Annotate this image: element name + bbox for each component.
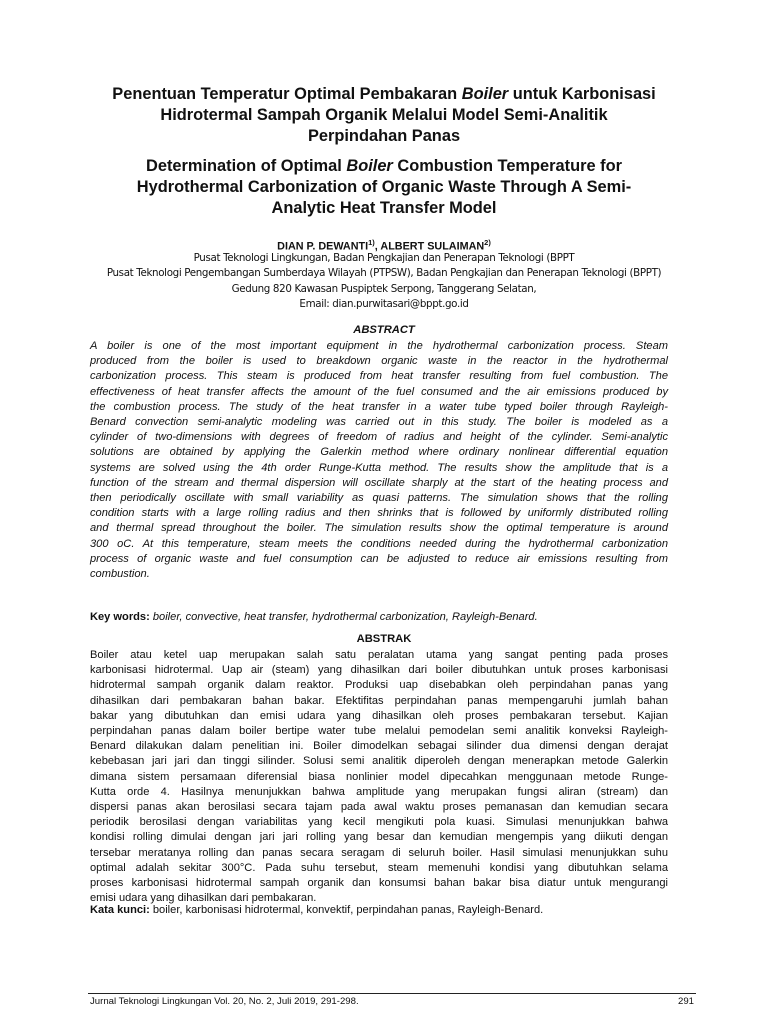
keywords-id-text: boiler, karbonisasi hidrotermal, konvektif, perpindahan panas, Rayleigh-Benard. (149, 904, 544, 916)
affiliation-address: Gedung 820 Kawasan Puspiptek Serpong, Tanggerang Selatan, (231, 282, 537, 295)
abstract-line: condition starts with a large rolling radius and then shrinks that is followed by uniformly distributed rolling (90, 507, 668, 520)
footer-divider (88, 993, 696, 994)
abstrak-line: emisi udara yang dihasilkan dari pembakaran. (90, 892, 317, 905)
abstract-line: and thermal spread throughout the boiler. The simulation results show the optimal temperature is around (90, 522, 668, 535)
abstrak-line: bakar yang dibutuhkan dan emisi udara yang dihasilkan oleh proses pembakaran tersebut. Kajian (90, 709, 668, 722)
abstrak-line: Boiler atau ketel uap merupakan salah satu peralatan utama yang sangat penting pada proses (90, 649, 668, 661)
title-id-line-2: Hidrotermal Sampah Organik Melalui Model Semi-Analitik (160, 106, 608, 124)
abstract-line: the combustion process. The study of the heat transfer in a water tube typed boiler through Rayleigh- (90, 400, 668, 413)
affiliation-1: Pusat Teknologi Lingkungan, Badan Pengkajian dan Penerapan Teknologi (BPPT (193, 252, 575, 264)
abstract-line: Benard convection semi-analytic modeling was carried out in this study. The boiler is modeled as a (90, 416, 668, 429)
abstrak-line: proses karbonisasi hidrotermal sampah organik dan konsumsi bahan bakar bisa diatur untuk mengurangi (90, 877, 668, 890)
abstrak-line: dihasilkan dari pembakaran bahan bakar. Efektifitas perpindahan panas mempengaruhi jumlah bahan (90, 694, 668, 707)
abstract-line: carbonization process. This steam is produced from heat transfer resulting from fuel combustion. The (90, 370, 668, 383)
authors-line: DIAN P. DEWANTI$^{1)}$, ALBERT SULAIMAN$^{2)}$ (277, 238, 491, 253)
title-id-line-1: Penentuan Temperatur Optimal Pembakaran Boiler untuk Karbonisasi (112, 85, 656, 103)
title-en-line-3: Analytic Heat Transfer Model (271, 199, 497, 217)
abstract-line: A boiler is one of the most important equipment in the hydrothermal carbonization process. Steam (90, 340, 668, 352)
title-indonesian (60, 84, 708, 147)
abstract-body (90, 339, 668, 582)
abstrak-line: dimana sistem persamaan diferensial biasa nonlinier model dipecahkan menggunaan metode Runge- (90, 770, 668, 783)
title-en-line-1: Determination of Optimal Boiler Combustion Temperature for (146, 157, 622, 175)
author-2-affil: 2) (484, 238, 491, 247)
abstrak-heading: ABSTRAK (356, 633, 412, 645)
abstrak-line: dispersi panas akan berosilasi secara tajam pada awal waktu proses pemanasan dan kemudian secara (90, 801, 668, 814)
author-1: DIAN P. DEWANTI (277, 240, 369, 253)
abstract-line: process of organic waste and fuel consumption can be adjusted to reduce air emissions resulting from (90, 552, 668, 565)
abstract-line: combustion. (90, 568, 150, 581)
abstract-line: function of the stream and thermal dispersion will oscillate sharply at the start of the heating process and (90, 476, 668, 489)
abstract-line: systems are solved using the 4th order Runge-Kutta method. The results show the amplitude that is a (90, 461, 668, 474)
keywords-indonesian (90, 903, 678, 917)
abstrak-line: Kutta orde 4. Hasilnya menunjukkan bahwa amplitude yang merupakan fungsi aliran (stream) dan (90, 785, 668, 798)
title-en-line-2: Hydrothermal Carbonization of Organic Waste Through A Semi- (136, 178, 632, 196)
affiliation-email: Email: dian.purwitasari@bppt.go.id (299, 297, 469, 310)
abstrak-line: kondisi rolling dimulai dengan jari jari rolling yang besar dan kemudian mengempis yang diikuti dengan (90, 831, 668, 844)
abstract-line: cylinder of two-dimensions with degrees of freedom of radius and height of the cylinder. Semi-analytic (90, 431, 668, 444)
affiliations (60, 251, 708, 312)
author-2: ALBERT SULAIMAN (380, 240, 485, 253)
abstract-line: solutions are obtained by applying the Galerkin method where ordinary nonlinear differential equation (90, 446, 668, 459)
abstrak-line: tersebar meratanya rolling dan panas secara seragam di seluruh boiler. Hasil simulasi menunjukkan suhu (90, 846, 668, 859)
author-1-affil: 1) (368, 238, 375, 247)
abstrak-line: hidrotermal sampah organik dalam reaktor. Produksi uap disebabkan oleh perpindahan panas yang (90, 679, 668, 692)
abstract-heading: ABSTRACT (353, 324, 415, 336)
title-english (60, 156, 708, 219)
abstrak-line: Benard dilakukan dalam penelitian ini. Boiler dimodelkan sebagai silinder dua dimensi dengan derajat (90, 740, 668, 753)
abstrak-body (90, 648, 668, 906)
affiliation-2: Pusat Teknologi Pengembangan Sumberdaya Wilayah (PTPSW), Badan Pengkajian dan Penerapan Teknologi (BPPT) (106, 267, 662, 280)
title-id-line-3: Perpindahan Panas (307, 127, 461, 145)
abstrak-line: periodik berosilasi dengan variabilitas yang kecil mengikuti pola kuasi. Simulasi menunjukkan bahwa (90, 816, 668, 829)
keywords-en-label: Key words: (90, 611, 150, 623)
footer-journal-citation: Jurnal Teknologi Lingkungan Vol. 20, No. 2, Juli 2019, 291-298. (90, 996, 359, 1007)
keywords-english (90, 610, 678, 624)
abstrak-line: kebebasan jari jari dan tinggi silinder. Solusi semi analitik diperoleh dengan menerapkan metode Galerkin (90, 755, 668, 768)
keywords-en-text: boiler, convective, heat transfer, hydrothermal carbonization, Rayleigh-Benard. (149, 611, 538, 623)
footer-page-number: 291 (677, 996, 694, 1007)
abstract-line: produced from the boiler is used to breakdown organic waste in the reactor in the hydrothermal (90, 355, 668, 368)
keywords-id-label: Kata kunci: (90, 904, 150, 916)
abstract-line: effectiveness of heat transfer affects the amount of the fuel consumed and the air emissions produced by (90, 385, 668, 398)
abstract-line: 300 oC. At this temperature, steam meets the conditions needed during the hydrothermal carbonization (90, 537, 668, 550)
abstrak-line: optimal adalah sekitar 300°C. Pada suhu tersebut, steam memenuhi kondisi yang dibutuhkan selama (90, 861, 668, 874)
abstrak-line: karbonisasi hidrotermal. Uap air (steam) yang dihasilkan dari boiler dibutuhkan untuk proses karbonisasi (90, 664, 668, 677)
abstract-line: then periodically oscillate with small variability as quasi patterns. The simulation shows that the rolling (90, 492, 668, 505)
abstrak-line: perpindahan panas dalam boiler bertipe water tube melalui pemodelan semi analitik konveksi Rayleigh- (90, 725, 668, 738)
